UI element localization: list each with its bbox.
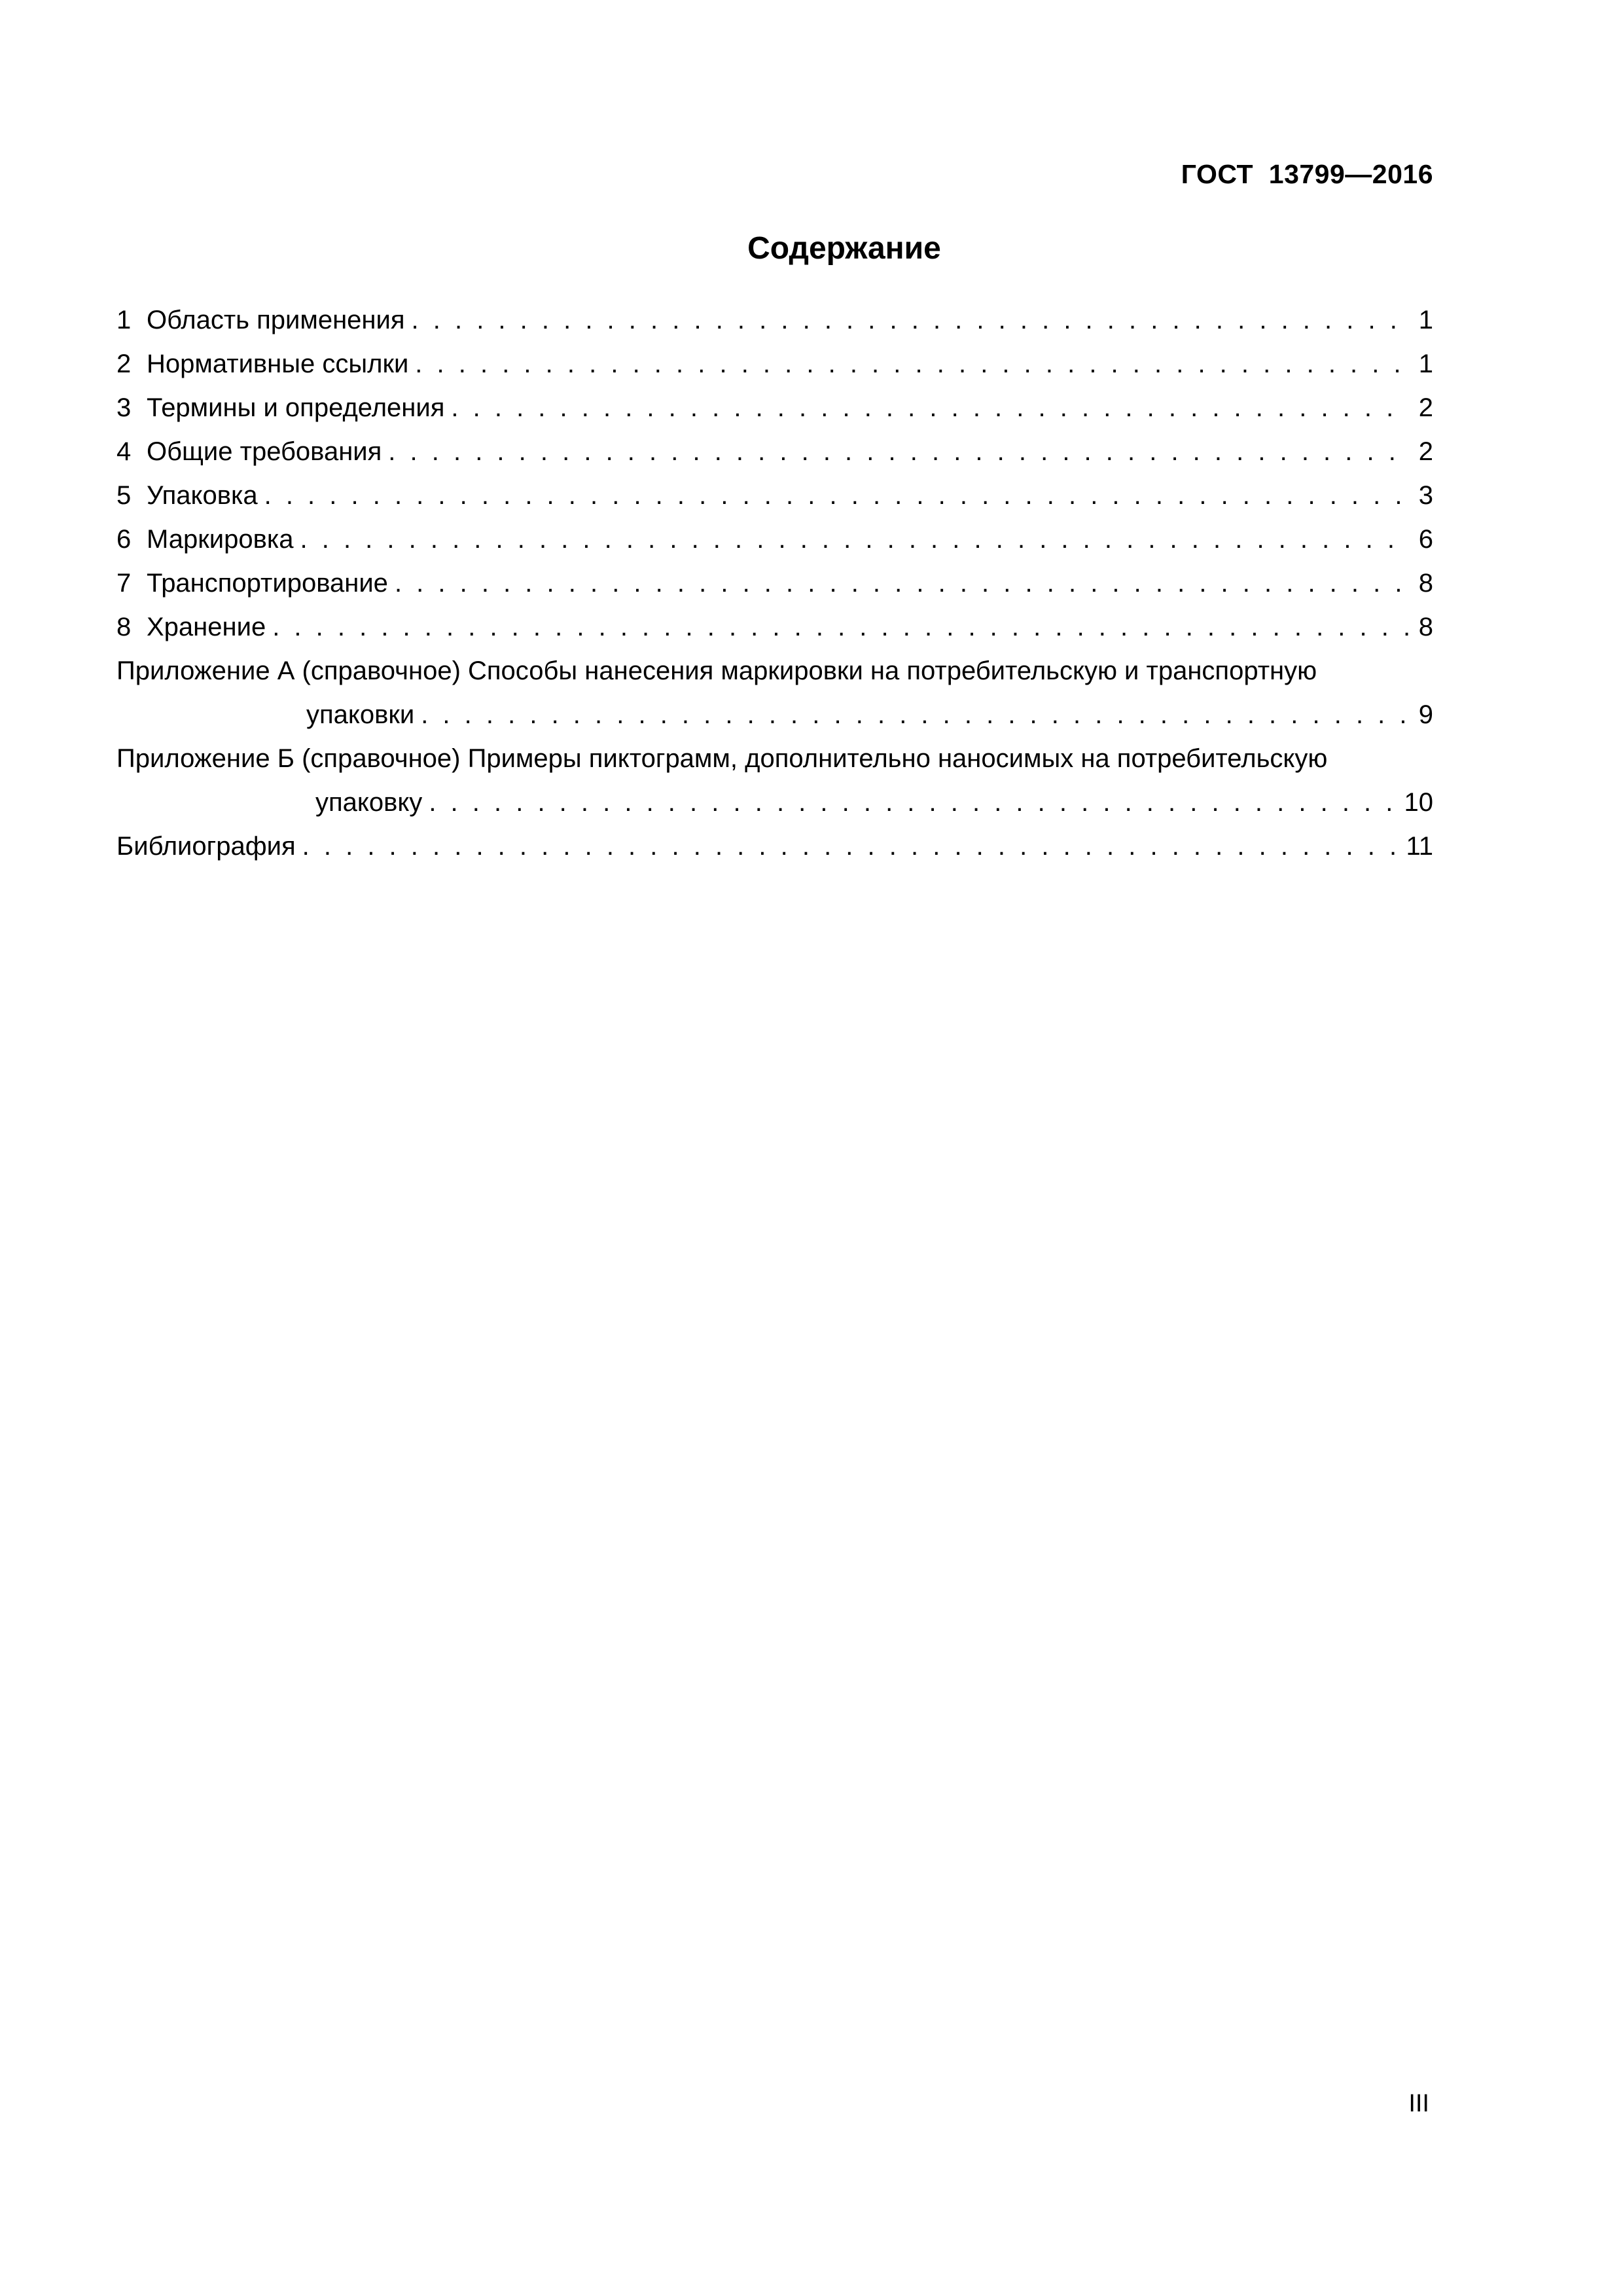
toc-entry-page: 2 bbox=[1418, 437, 1433, 466]
toc-entry-number: 7 bbox=[116, 569, 132, 598]
toc-entry-label: Общие требования bbox=[147, 430, 385, 474]
dot-leader bbox=[415, 342, 1408, 386]
toc-entry-transportation[interactable] bbox=[116, 562, 1433, 605]
toc-entry-label: Область применения bbox=[147, 298, 409, 342]
toc-entry-number: 1 bbox=[116, 306, 132, 334]
toc-entry-page: 8 bbox=[1418, 613, 1433, 641]
toc-entry-label: Библиография bbox=[116, 825, 300, 869]
dot-leader bbox=[421, 693, 1408, 737]
toc-entry-marking[interactable] bbox=[116, 518, 1433, 562]
dot-leader bbox=[264, 474, 1408, 518]
page-number: III bbox=[1408, 2090, 1429, 2117]
toc-entry-label: Хранение bbox=[147, 605, 270, 649]
toc-entry-number: 4 bbox=[116, 437, 132, 466]
toc-entry-label: Транспортирование bbox=[147, 562, 392, 605]
toc-entry-label: Приложение Б (справочное) Примеры пиктограмм, дополнительно наносимых на потребительскую bbox=[116, 744, 1328, 773]
dot-leader bbox=[412, 298, 1408, 342]
toc-entry-page: 10 bbox=[1404, 788, 1433, 817]
toc-title: Содержание bbox=[747, 231, 941, 266]
toc-entry-normative-references[interactable] bbox=[116, 342, 1433, 386]
dot-leader bbox=[302, 825, 1401, 869]
toc-entry-appendix-a[interactable] bbox=[116, 649, 1433, 737]
dot-leader bbox=[395, 562, 1408, 605]
dot-leader bbox=[451, 386, 1408, 430]
toc-entry-page: 8 bbox=[1418, 569, 1433, 598]
toc-entry-number: 3 bbox=[116, 393, 132, 422]
toc-entry-label: Нормативные ссылки bbox=[147, 342, 412, 386]
dot-leader bbox=[388, 430, 1408, 474]
toc-entry-label: Упаковка bbox=[147, 474, 262, 518]
toc-entry-page: 11 bbox=[1406, 832, 1433, 861]
toc-entry-label: Термины и определения bbox=[147, 386, 448, 430]
toc-entry-label-continued: упаковки bbox=[306, 693, 418, 737]
toc-entry-page: 9 bbox=[1418, 700, 1433, 729]
toc-entry-page: 3 bbox=[1418, 481, 1433, 510]
toc-entry-bibliography[interactable] bbox=[116, 825, 1433, 869]
dot-leader bbox=[300, 518, 1408, 562]
toc-entry-general-requirements[interactable] bbox=[116, 430, 1433, 474]
toc-entry-scope[interactable] bbox=[116, 298, 1433, 342]
toc-entry-page: 2 bbox=[1418, 393, 1433, 422]
dot-leader bbox=[272, 605, 1408, 649]
toc-entry-number: 2 bbox=[116, 350, 132, 378]
toc-entry-number: 6 bbox=[116, 525, 132, 554]
toc-entry-terms-definitions[interactable] bbox=[116, 386, 1433, 430]
toc-entry-page: 1 bbox=[1418, 306, 1433, 334]
table-of-contents bbox=[116, 298, 1433, 869]
toc-entry-number: 5 bbox=[116, 481, 132, 510]
toc-entry-storage[interactable] bbox=[116, 605, 1433, 649]
toc-entry-page: 1 bbox=[1418, 350, 1433, 378]
dot-leader bbox=[429, 781, 1399, 825]
toc-entry-label-continued: упаковку bbox=[315, 781, 426, 825]
toc-entry-packaging[interactable] bbox=[116, 474, 1433, 518]
toc-entry-page: 6 bbox=[1418, 525, 1433, 554]
document-code: ГОСТ 13799—2016 bbox=[1181, 159, 1433, 189]
toc-entry-label: Маркировка bbox=[147, 518, 297, 562]
toc-entry-number: 8 bbox=[116, 613, 132, 641]
toc-entry-label: Приложение А (справочное) Способы нанесения маркировки на потребительскую и транспортную bbox=[116, 656, 1317, 685]
toc-entry-appendix-b[interactable] bbox=[116, 737, 1433, 825]
